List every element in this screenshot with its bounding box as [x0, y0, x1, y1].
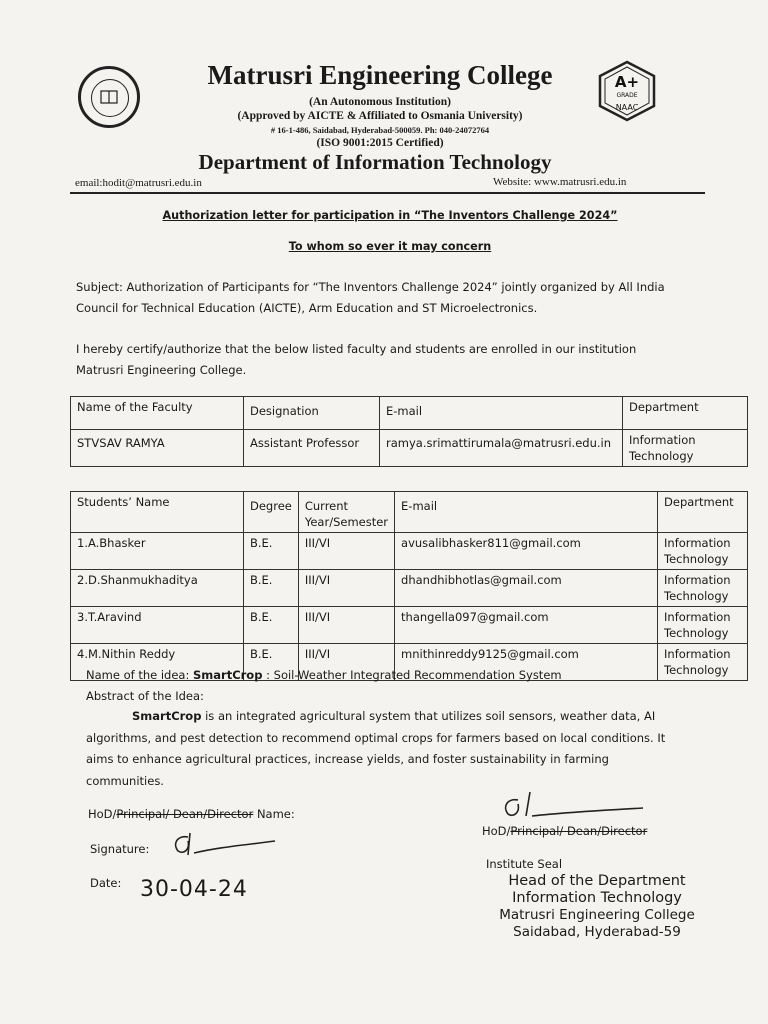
table-header: Department [658, 492, 748, 533]
abstract-title: SmartCrop [132, 709, 202, 723]
idea-name [86, 665, 706, 686]
table-row [71, 570, 748, 607]
abstract-label: Abstract of the Idea: [86, 689, 204, 703]
header-website: Website: www.matrusri.edu.in [493, 176, 627, 188]
salutation: To whom so ever it may concern [288, 240, 492, 253]
table-cell: Information Technology [658, 607, 748, 644]
table-header-row [71, 492, 748, 533]
table-cell: III/VI [298, 644, 394, 681]
iso-line: (ISO 9001:2015 Certified) [316, 137, 444, 149]
department-title: Department of Information Technology [198, 150, 552, 174]
table-cell: B.E. [244, 607, 299, 644]
table-cell: B.E. [244, 533, 299, 570]
table-cell: 3.T.Aravind [71, 607, 244, 644]
idea-title: SmartCrop [193, 668, 263, 682]
stamp-line: Matrusri Engineering College [499, 907, 695, 923]
table-header: Students’ Name [71, 492, 244, 533]
table-cell: Information Technology [658, 644, 748, 681]
hod-signature [488, 786, 648, 826]
table-cell: dhandhibhotlas@gmail.com [395, 570, 658, 607]
table-header: Department [623, 397, 748, 430]
date-value: 30-04-24 [140, 877, 248, 902]
naac-grade: A+ [614, 73, 640, 91]
table-cell: 2.D.Shanmukhaditya [71, 570, 244, 607]
table-cell: ramya.srimattirumala@matrusri.edu.in [380, 430, 623, 467]
table-row [71, 533, 748, 570]
abstract-paragraph [86, 706, 690, 792]
address-line: # 16-1-486, Saidabad, Hyderabad-500059. Ph: 040-24072764 [270, 125, 490, 135]
subject-line: Subject: Authorization of Participants for “The Inventors Challenge 2024” jointly organized by All India [76, 280, 665, 294]
faculty-table [70, 396, 748, 467]
hod-name-label: Name: [253, 807, 295, 821]
abstract-line: algorithms, and pest detection to recommend optimal crops for farmers based on local conditions. It [86, 730, 666, 745]
letter-title: Authorization letter for participation in “The Inventors Challenge 2024” [162, 209, 618, 222]
table-row [71, 430, 748, 467]
header-divider [70, 192, 705, 194]
date-label: Date: [90, 876, 122, 890]
table-cell: B.E. [244, 644, 299, 681]
signature-label: Signature: [90, 842, 150, 856]
naac-badge-icon [596, 60, 658, 122]
department-stamp [482, 873, 712, 941]
certify-paragraph [76, 339, 696, 381]
institute-seal-label: Institute Seal [486, 857, 563, 871]
table-header: E-mail [380, 397, 623, 430]
hod-right-prefix: HoD/ [482, 824, 511, 838]
table-cell: thangella097@gmail.com [395, 607, 658, 644]
table-cell: Assistant Professor [244, 430, 380, 467]
subject-paragraph [76, 277, 696, 319]
table-header: Current Year/Semester [298, 492, 394, 533]
autonomous-line: (An Autonomous Institution) [309, 96, 451, 108]
idea-subtitle: : Soil-Weather Integrated Recommendation System [262, 668, 562, 682]
table-cell: III/VI [298, 607, 394, 644]
header-email: email:hodit@matrusri.edu.in [75, 177, 202, 189]
stamp-line: Head of the Department [508, 873, 686, 889]
students-table [70, 491, 748, 681]
table-header: Name of the Faculty [71, 397, 244, 430]
naac-label: NAAC [615, 103, 639, 112]
table-cell: B.E. [244, 570, 299, 607]
approval-line: (Approved by AICTE & Affiliated to Osmania University) [237, 110, 523, 122]
table-cell: 4.M.Nithin Reddy [71, 644, 244, 681]
college-name: Matrusri Engineering College [207, 60, 553, 90]
signature-scribble [150, 825, 280, 865]
naac-grade-label: GRADE [616, 92, 638, 99]
table-cell: Information Technology [658, 570, 748, 607]
table-cell: STVSAV RAMYA [71, 430, 244, 467]
table-header: E-mail [395, 492, 658, 533]
stamp-line: Saidabad, Hyderabad-59 [513, 924, 681, 940]
hod-struck-titles: Principal/ Dean/Director [116, 807, 254, 821]
table-row [71, 607, 748, 644]
stamp-line: Information Technology [512, 890, 682, 906]
table-header: Designation [244, 397, 380, 430]
table-cell: Information Technology [658, 533, 748, 570]
hod-prefix: HoD/ [88, 807, 117, 821]
hod-designation [482, 821, 702, 842]
table-cell: III/VI [298, 533, 394, 570]
abstract-line: aims to enhance agricultural practices, increase yields, and foster sustainability in farming communities. [86, 752, 609, 788]
table-header: Degree [244, 492, 299, 533]
table-cell: 1.A.Bhasker [71, 533, 244, 570]
table-header-row [71, 397, 748, 430]
table-cell: III/VI [298, 570, 394, 607]
certify-line: I hereby certify/authorize that the below listed faculty and students are enrolled in our institution [76, 342, 637, 356]
subject-line: Council for Technical Education (AICTE), Arm Education and ST Microelectronics. [76, 301, 538, 315]
idea-name-label: Name of the idea: [86, 668, 193, 682]
certify-line: Matrusri Engineering College. [76, 363, 247, 377]
abstract-line: is an integrated agricultural system that utilizes soil sensors, weather data, AI [201, 709, 656, 723]
table-cell: Information Technology [623, 430, 748, 467]
hod-right-struck: Principal/ Dean/Director [510, 824, 648, 838]
college-logo [78, 66, 140, 128]
table-cell: mnithinreddy9125@gmail.com [395, 644, 658, 681]
table-cell: avusalibhasker811@gmail.com [395, 533, 658, 570]
